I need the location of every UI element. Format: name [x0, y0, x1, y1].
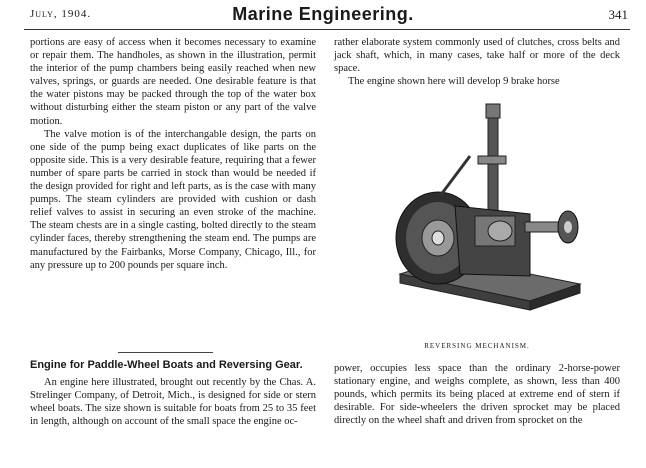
left-paragraph-1: portions are easy of access when it becomes necessary to examine or repair them. The handholes, as shown in the illustration, permit the interior of the pump chambers being easily reached when new valves, springs, or guards are needed. One desirable feature is that the water pistons may be packed through the top of the water box without disturbing either the steam piston or any part of the valve motion. — [30, 37, 316, 127]
right-paragraph-3: power, occupies less space than the ordinary 2-horse-power stationary engine, and weighs complete, as shown, less than 400 pounds, which permits its being placed at extreme end of stern if desirable. For side-wheelers the driven sprocket may be placed directly on the wheel shaft and driven from sprocket on the — [334, 363, 620, 427]
journal-title: Marine Engineering. — [232, 4, 414, 24]
header-date: July, 1904. — [30, 8, 92, 20]
right-paragraph-2: The engine shown here will develop 9 brake horse — [348, 76, 560, 88]
section-body — [30, 376, 316, 428]
engine-illustration — [380, 96, 590, 318]
section-paragraph-1: An engine here illustrated, brought out recently by the Chas. A. Strelinger Company, of Detroit, Mich., is designed for side or stern wheel boats. The size shown is suitable for boats from 25 to 35 feet in length, although on account of the small space the engine oc- — [30, 377, 316, 428]
header-rule — [24, 29, 630, 30]
page-header — [0, 0, 646, 30]
right-column — [334, 36, 620, 88]
right-column-bottom — [334, 362, 620, 427]
section-divider — [118, 352, 213, 353]
page-number: 341 — [608, 7, 628, 22]
left-column — [30, 36, 316, 272]
section-heading: Engine for Paddle-Wheel Boats and Reversing Gear. — [30, 359, 303, 371]
right-paragraph-1: rather elaborate system commonly used of clutches, cross belts and jack shaft, which, in many cases, take half or more of the deck space. — [334, 37, 620, 75]
reversing-mechanism-image — [380, 96, 590, 318]
left-paragraph-2: The valve motion is of the interchangable design, the parts on one side of the pump being exact duplicates of like parts on the opposite side. This is a very desirable feature, requiring that a fewer number of spare parts be carried in stock than would be needed if the design provided for right and left parts, as is the case with many pumps. The steam cylinders are provided with cushion or dash relief valves to assist in securing an even stroke of the machine. The steam chests are in a single casting, bolted directly to the steam cylinder faces, thereby strengthening the steam end. The pumps are manufactured by the Fairbanks, Morse Company, Chicago, Ill., for any pressure up to 200 pounds per square inch. — [30, 128, 316, 271]
figure-caption: REVERSING MECHANISM. — [424, 342, 530, 350]
